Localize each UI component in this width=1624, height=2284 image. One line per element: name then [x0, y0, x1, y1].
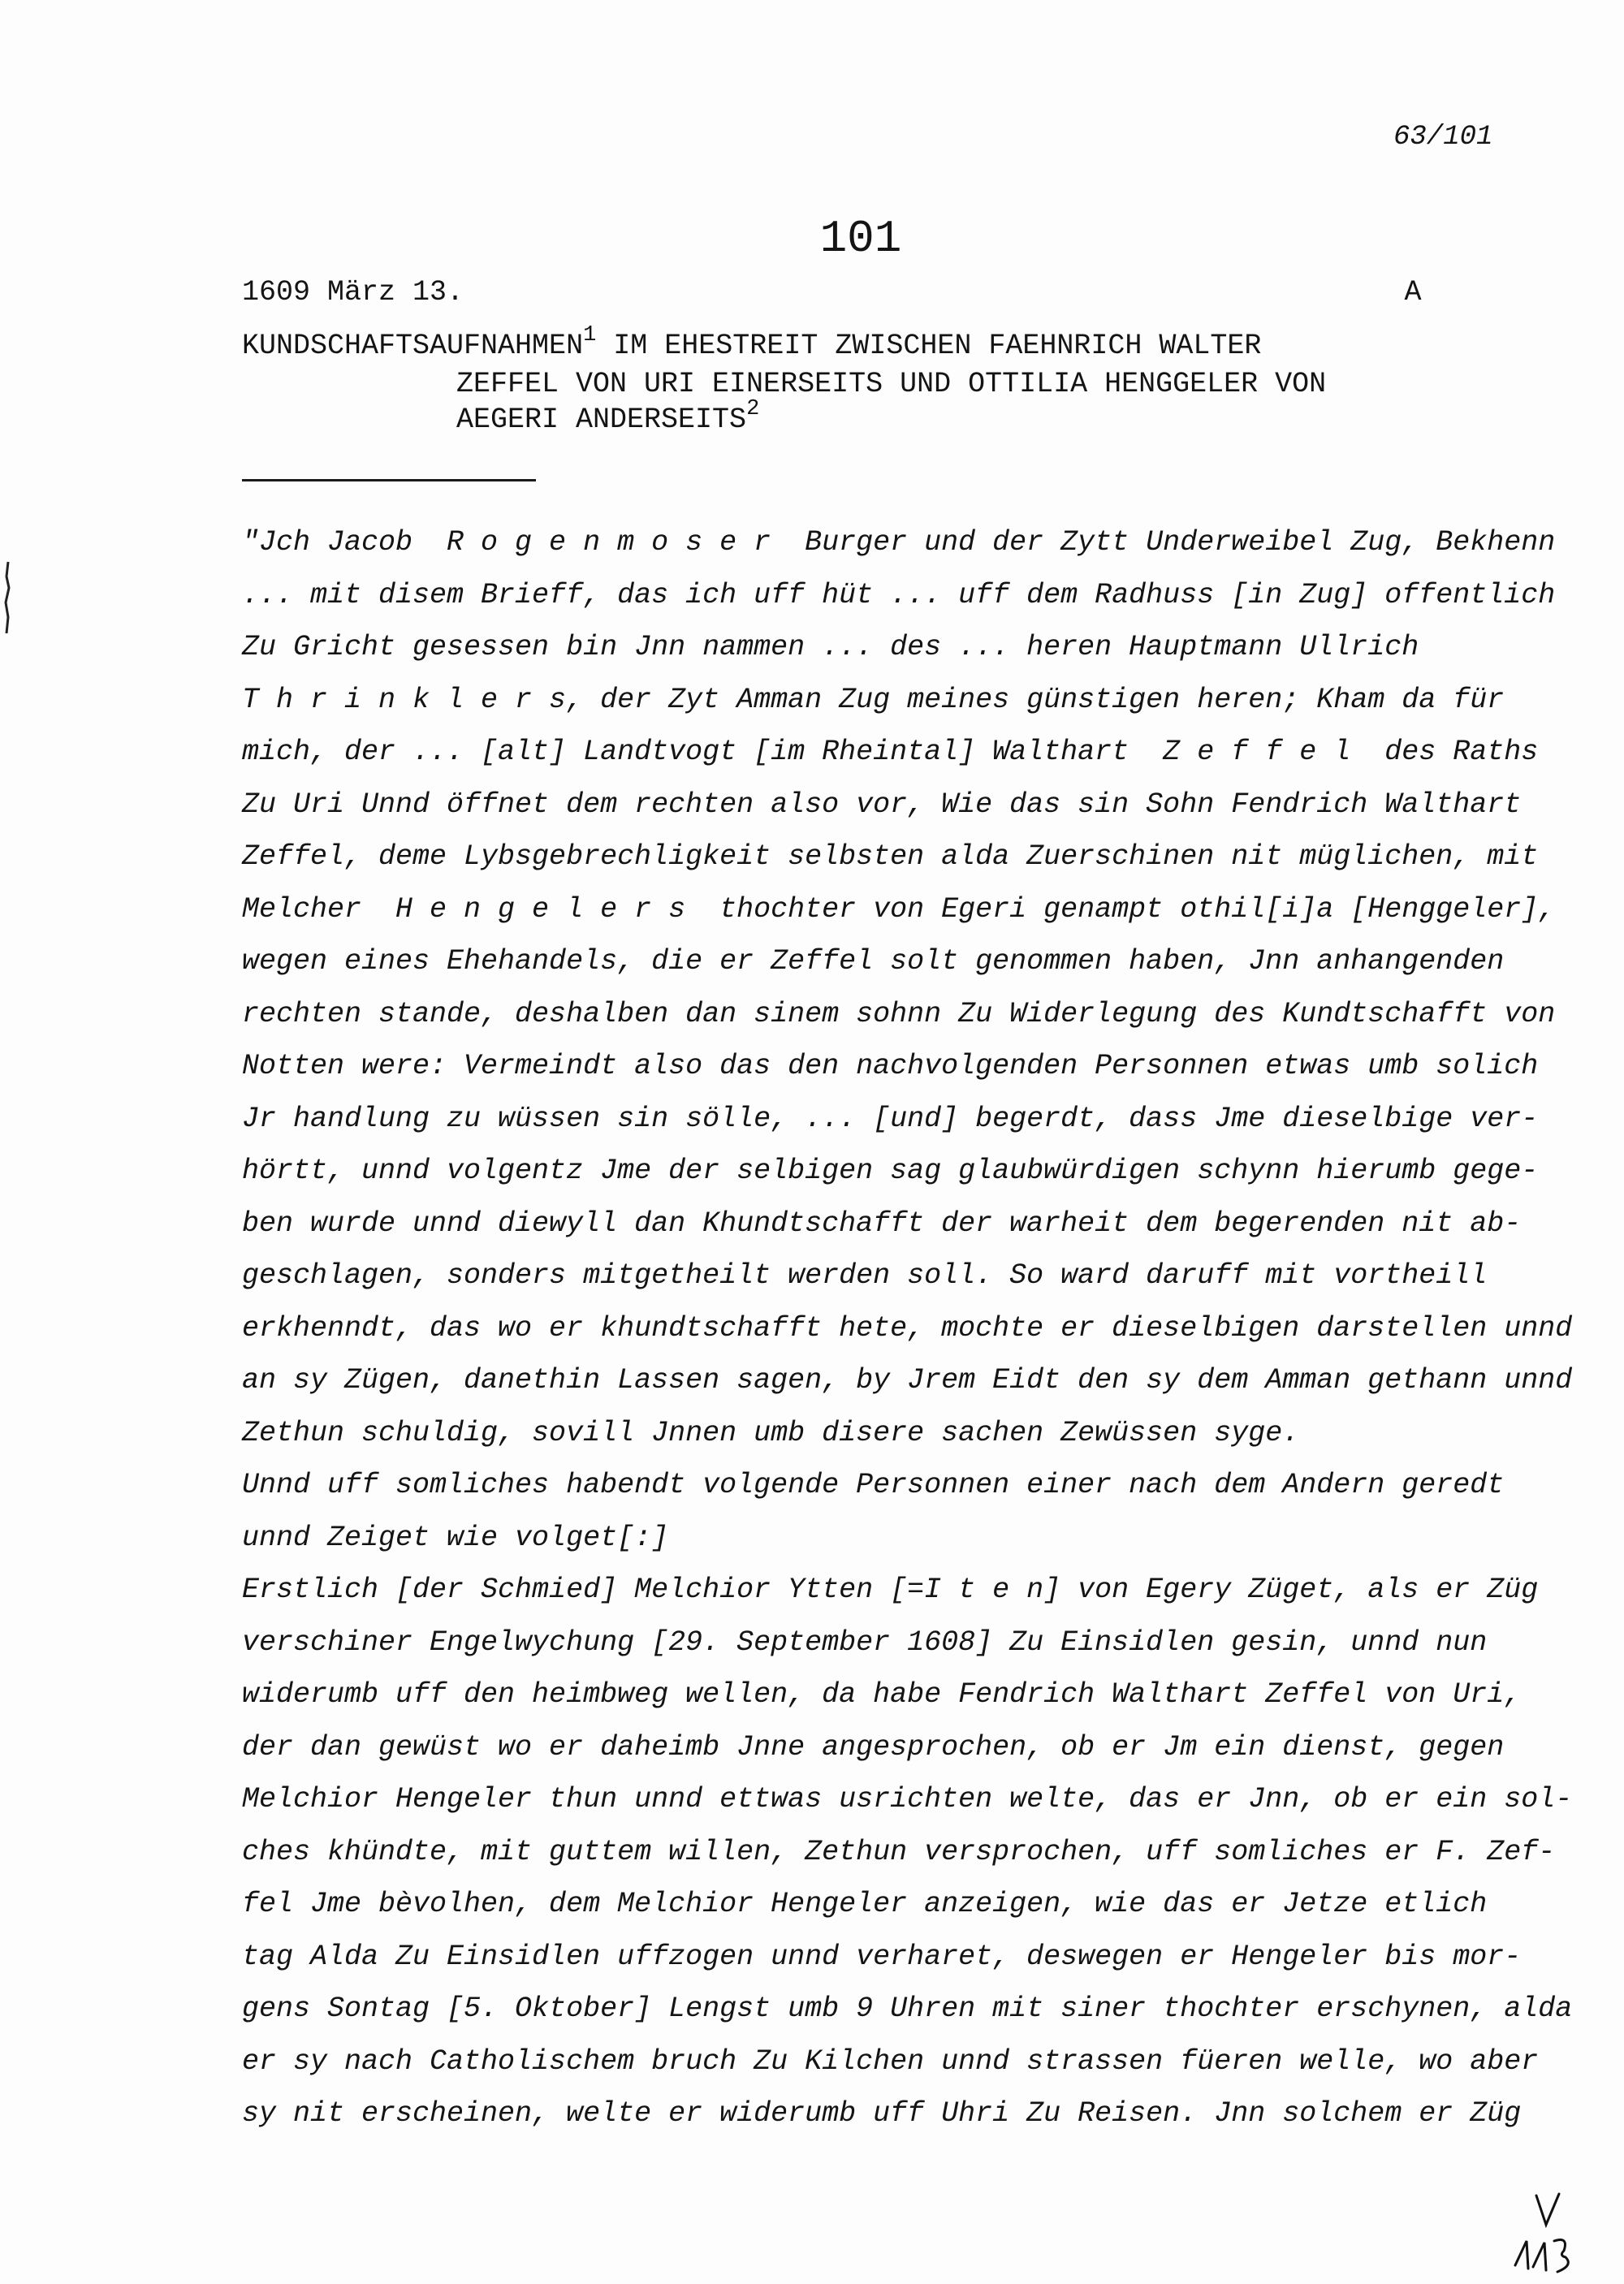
text-line: Zu Gricht gesessen bin Jnn nammen ... des ... heren Hauptmann Ullrich	[242, 631, 1419, 663]
title-line: AEGERI ANDERSEITS$^2$	[456, 397, 760, 436]
text-line: wegen eines Ehehandels, die er Zeffel solt genommen haben, Jnn anhangenden	[242, 945, 1505, 978]
text-line: Notten were: Vermeindt also das den nachvolgenden Personnen etwas umb solich	[242, 1050, 1539, 1082]
text-line: Erstlich [der Schmied] Melchior Ytten [=I t e n] von Egery Züget, als er Züg	[242, 1574, 1539, 1606]
handwritten-folio-mark-icon	[1512, 2191, 1582, 2275]
document-number: 101	[819, 213, 902, 265]
text-line: hörtt, unnd volgentz Jme der selbigen sag glaubwürdigen schynn hierumb gege-	[242, 1155, 1539, 1187]
title-line: KUNDSCHAFTSAUFNAHMEN$^1$ IM EHESTREIT ZWISCHEN FAEHNRICH WALTER	[242, 323, 1262, 362]
footnote-marker: 1	[583, 323, 597, 348]
text-line: mich, der ... [alt] Landtvogt [im Rheintal] Walthart Z e f f e l des Raths	[242, 736, 1539, 768]
text-line: geschlagen, sonders mitgetheilt werden soll. So ward daruff mit vortheill	[242, 1259, 1488, 1292]
text-line: widerumb uff den heimbweg wellen, da habe Fendrich Walthart Zeffel von Uri,	[242, 1678, 1522, 1711]
text-line: er sy nach Catholischem bruch Zu Kilchen unnd strassen füeren welle, wo aber	[242, 2044, 1539, 2078]
footnote-marker: 2	[746, 397, 760, 421]
document-date: 1609 März 13.	[242, 276, 464, 309]
text-line: an sy Zügen, danethin Lassen sagen, by Jrem Eidt den sy dem Amman gethann unnd	[242, 1364, 1573, 1397]
text-line: sy nit erscheinen, welte er widerumb uff Uhri Zu Reisen. Jnn solchem er Züg	[242, 2097, 1522, 2130]
text-line: ben wurde unnd diewyll dan Khundtschafft der warheit dem begerenden nit ab-	[242, 1207, 1522, 1240]
text-line: Unnd uff somliches habendt volgende Personnen einer nach dem Andern geredt	[242, 1469, 1505, 1501]
text-line: Zeffel, deme Lybsgebrechligkeit selbsten alda Zuerschinen nit müglichen, mit	[242, 840, 1539, 873]
text-line: verschiner Engelwychung [29. September 1608] Zu Einsidlen gesin, unnd nun	[242, 1626, 1488, 1659]
separator-rule	[242, 479, 536, 481]
text-line: unnd Zeiget wie volget[:]	[242, 1521, 669, 1554]
text-line: erkhenndt, das wo er khundtschafft hete, mochte er dieselbigen darstellen unnd	[242, 1311, 1573, 1345]
text-line: ... mit disem Brieff, das ich uff hüt ... uff dem Radhuss [in Zug] offentlich	[242, 578, 1556, 611]
document-letter: A	[1404, 276, 1422, 309]
text-line: tag Alda Zu Einsidlen uffzogen unnd verharet, deswegen er Hengeler bis mor-	[242, 1940, 1522, 1973]
margin-ink-mark-icon	[2, 560, 13, 635]
document-title	[242, 323, 1509, 440]
text-line: Melchior Hengeler thun unnd ettwas usrichten welte, das er Jnn, ob er ein sol-	[242, 1783, 1573, 1816]
text-line: rechten stande, deshalben dan sinem sohnn Zu Widerlegung des Kundtschafft von	[242, 997, 1556, 1030]
title-line: ZEFFEL VON URI EINERSEITS UND OTTILIA HENGGELER VON	[456, 368, 1327, 400]
archive-reference: 63/101	[1393, 122, 1493, 153]
text-line: gens Sontag [5. Oktober] Lengst umb 9 Uhren mit siner thochter erschynen, alda	[242, 1993, 1573, 2025]
text-line: Zu Uri Unnd öffnet dem rechten also vor, Wie das sin Sohn Fendrich Walthart	[242, 788, 1522, 821]
text-line: Melcher H e n g e l e r s thochter von Egeri genampt othil[i]a [Henggeler],	[242, 892, 1556, 926]
text-line: "Jch Jacob R o g e n m o s e r Burger und der Zytt Underweibel Zug, Bekhenn	[242, 526, 1556, 559]
text-line: ches khündte, mit guttem willen, Zethun versprochen, uff somliches er F. Zef-	[242, 1835, 1556, 1868]
text-line: T h r i n k l e r s, der Zyt Amman Zug meines günstigen heren; Kham da für	[242, 683, 1505, 716]
text-line: Zethun schuldig, sovill Jnnen umb disere sachen Zewüssen syge.	[242, 1416, 1300, 1449]
text-line: Jr handlung zu wüssen sin sölle, ... [und] begerdt, dass Jme dieselbige ver-	[242, 1102, 1539, 1135]
text-line: der dan gewüst wo er daheimb Jnne angesprochen, ob er Jm ein dienst, gegen	[242, 1730, 1505, 1764]
transcription-body	[242, 516, 1573, 2140]
text-line: fel Jme bèvolhen, dem Melchior Hengeler anzeigen, wie das er Jetze etlich	[242, 1888, 1488, 1920]
